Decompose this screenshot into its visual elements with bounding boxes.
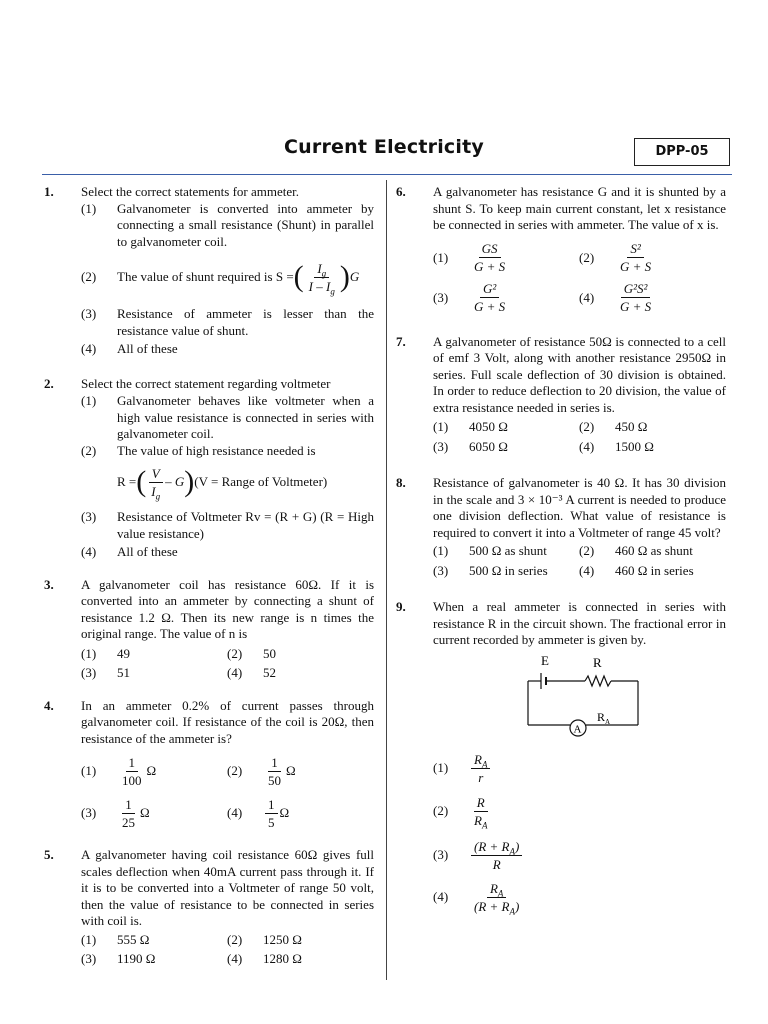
question-4: 4. In an ammeter 0.2% of current passes through galvanometer coil. If resistance of the coil is 20Ω, then resistance of the ammeter is? (1) $\frac{1}{100}$ Ω (2) $\frac{1}{50}$ Ω (3) $\frac{1}{25}$ Ω (4) $\frac{1}{5}$ Ω bbox=[44, 698, 374, 834]
column-divider bbox=[386, 180, 387, 980]
question-9: 9. When a real ammeter is connected in series with resistance R in the circuit shown. The fractional error in current recorded by ammeter is given by. E R A $R_A$ (1) $\frac{R_A}{r}$ (2) $\frac{R}{R_A}$ (3) $\frac{(R + R_A)}{R}$ (4) $\frac{R_A}{(R + R_A)}$ bbox=[396, 599, 726, 917]
option-4: (4) All of these bbox=[81, 544, 178, 559]
title-rule bbox=[42, 174, 732, 175]
ra-subscript: A bbox=[605, 717, 611, 726]
option-2: (2) 450 Ω bbox=[579, 419, 648, 434]
option-1: (1) 500 Ω as shunt bbox=[433, 543, 547, 558]
option-4: (4) $\frac{\text{G²S²}}{G + S}$ bbox=[579, 281, 652, 314]
option-3: (3) 500 Ω in series bbox=[433, 562, 548, 578]
question-number: 1. bbox=[44, 184, 54, 199]
ra-label: R bbox=[597, 709, 606, 724]
option-4: (4) 460 Ω in series bbox=[579, 562, 694, 578]
option-2: (2) 50 bbox=[227, 645, 276, 661]
option-1: (1) Galvanometer behaves like voltmeter when a high value resistance is connected in series with galvanometer coil. bbox=[81, 393, 374, 441]
page-title: Current Electricity bbox=[284, 136, 484, 158]
option-1: (1) 49 bbox=[81, 645, 130, 661]
option-3: (3) $\frac{\text{G²}}{G + S}$ bbox=[433, 281, 506, 314]
option-2: (2) $\frac{R}{R_A}$ bbox=[433, 794, 488, 831]
question-1 bbox=[44, 184, 374, 358]
option-3: (3) $\frac{1}{25}$ Ω bbox=[81, 796, 150, 830]
question-5: 5. A galvanometer having coil resistance 60Ω gives full scales deflection when 40mA current pass through it. If it is to be converted into a Voltmeter of range 50 volt, then the value of resistance to be connected in series with coil is. (1) 555 Ω (2) 1250 Ω (3) 1190 Ω (4) 1280 Ω bbox=[44, 847, 374, 966]
option-2: (2) 460 Ω as shunt bbox=[579, 543, 693, 558]
voltmeter-formula: R = ( $\frac{V}{I_g}$ – G ) (V = Range of Voltmeter) bbox=[117, 465, 328, 502]
dpp-badge: DPP-05 bbox=[634, 138, 730, 166]
option-2: (2) $\frac{\text{S²}}{G + S}$ bbox=[579, 241, 652, 274]
option-3: (3) Resistance of ammeter is lesser than the resistance value of shunt. bbox=[81, 306, 374, 338]
shunt-formula: $\frac{I_g}{I - I_g}$ bbox=[308, 260, 335, 297]
option-4: (4) 52 bbox=[227, 665, 276, 680]
left-column bbox=[44, 184, 374, 968]
option-4: (4) $\frac{1}{5}$ Ω bbox=[227, 796, 290, 830]
emf-label: E bbox=[541, 652, 549, 668]
option-1: (1) 555 Ω bbox=[81, 931, 150, 947]
option-2: (2) $\frac{1}{50}$ Ω bbox=[227, 754, 296, 788]
option-4: (4) $\frac{R_A}{(R + R_A)}$ bbox=[433, 880, 520, 917]
right-column bbox=[396, 184, 726, 917]
option-3: (3) 6050 Ω bbox=[433, 438, 508, 454]
option-3: (3) $\frac{(R + R_A)}{R}$ bbox=[433, 835, 726, 875]
option-4: (4) 1500 Ω bbox=[579, 438, 654, 454]
option-1: (1) $\frac{1}{100}$ Ω bbox=[81, 754, 157, 788]
resistor-label: R bbox=[593, 654, 602, 670]
resistor bbox=[585, 676, 611, 686]
option-1: (1) Galvanometer is converted into ammeter by connecting a small resistance (Shunt) in parallel to galvanometer coil. bbox=[81, 200, 374, 249]
ammeter-label: A bbox=[573, 723, 582, 735]
option-4: (4) All of these bbox=[81, 341, 178, 356]
circuit-diagram bbox=[523, 653, 653, 739]
option-2: (2) The value of high resistance needed is bbox=[81, 442, 316, 458]
option-2: (2) The value of shunt required is S = ( $\frac{I_g}{I - I_g}$ ) G bbox=[81, 260, 360, 297]
option-3: (3) 1190 Ω bbox=[81, 951, 156, 966]
question-6: 6. A galvanometer has resistance G and it is shunted by a shunt S. To keep main current constant, let x resistance be connected in series with ammeter. The value of x is. (1) $\frac{GS}{G + S}$ (2) $\frac{\text{S²}}{G + S}$ (3) $\frac{\text{G²}}{G + S}$ (4) $\frac{\text{G²S²}}{G + S}$ bbox=[396, 184, 726, 318]
option-2: (2) 1250 Ω bbox=[227, 931, 302, 947]
question-8: 8. Resistance of galvanometer is 40 Ω. It has 30 division in the scale and 3 × 10⁻³ A current is needed to produce one division deflection. What value of resistance is required to convert it into a Voltmeter of range 45 volt? (1) 500 Ω as shunt (2) 460 Ω as shunt (3) 500 Ω in series (4) 460 Ω in series bbox=[396, 475, 726, 578]
option-1: (1) 4050 Ω bbox=[433, 419, 508, 434]
option-4: (4) 1280 Ω bbox=[227, 951, 302, 966]
option-1: (1) $\frac{GS}{G + S}$ bbox=[433, 241, 506, 274]
question-text: Select the correct statements for ammeter. bbox=[81, 184, 300, 199]
question-2: 2. Select the correct statement regarding voltmeter (1) Galvanometer behaves like voltmeter when a high value resistance is connected in series with galvanometer coil. (2) The value of high resistance needed is R = ( $\frac{V}{I_g}$ – G ) (V = Range of Voltmeter) (3) Resistance of Voltmeter Rv = (R + G) (R = High value resistance) (4) All of these bbox=[44, 375, 374, 559]
question-7: 7. A galvanometer of resistance 50Ω is connected to a cell of emf 3 Volt, along with another resistance 2950Ω in series. Full scale deflection of 30 division is obtained. In order to reduce deflection to 20 division, the value of extra resistance needed in series is. (1) 4050 Ω (2) 450 Ω (3) 6050 Ω (4) 1500 Ω bbox=[396, 333, 726, 454]
option-1: (1) $\frac{R_A}{r}$ bbox=[433, 749, 726, 787]
question-3: 3. A galvanometer coil has resistance 60Ω. If it is converted into an ammeter by connecting a shunt of resistance 1.2 Ω. Then its new range is n times the original range. The value of n is (1) 49 (2) 50 (3) 51 (4) 52 bbox=[44, 576, 374, 680]
option-3: (3) 51 bbox=[81, 665, 130, 680]
option-3: (3) Resistance of Voltmeter Rv = (R + G) (R = High value resistance) bbox=[81, 509, 374, 541]
svg-text:RA bbox=[597, 710, 610, 726]
q9-options bbox=[433, 749, 726, 917]
